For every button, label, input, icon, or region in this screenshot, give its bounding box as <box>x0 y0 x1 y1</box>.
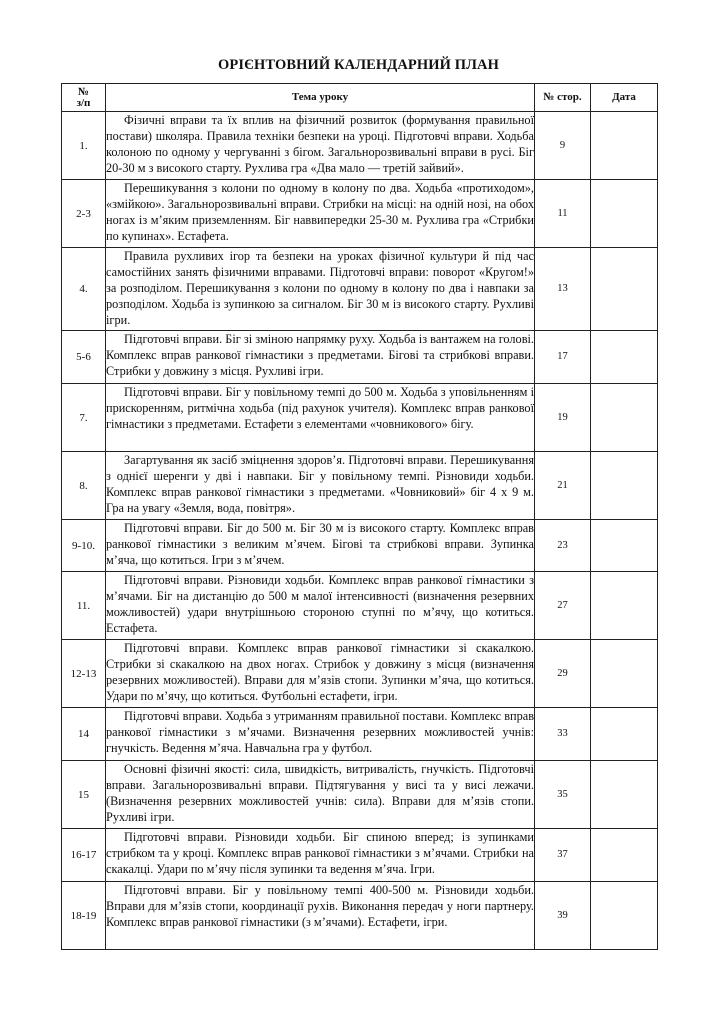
row-topic-text: Правила рухливих ігор та безпеки на уроках фізичної культури й під час самостійних занять фізичними вправами. Підготовчі вправи: поворот «Кругом!» за розподілом. Перешикування з колони по одному в колону по два і навпаки за розподілом. Ходьба із зупинкою за сигналом. Біг 30 м із високого старту. Рухливі ігри. <box>106 249 534 327</box>
row-topic <box>106 248 535 331</box>
row-topic-text: Загартування як засіб зміцнення здоров’я. Підготовчі вправи. Перешикування з однієї шеренги у дві і навпаки. Біг у повільному темпі. Різновиди ходьби. Комплекс вправ ранкової гімнастики з предметами. «Човниковий» біг 4 х 9 м. Гра на увагу «Земля, вода, повітря». <box>106 453 534 515</box>
row-number: 2-3 <box>62 180 106 248</box>
row-number: 1. <box>62 112 106 180</box>
row-number: 18-19 <box>62 882 106 950</box>
table-row <box>62 384 658 452</box>
header-page: № стор. <box>535 84 591 112</box>
table-header-row <box>62 84 658 112</box>
row-date <box>591 572 658 640</box>
row-date <box>591 331 658 384</box>
row-page: 9 <box>535 112 591 180</box>
row-date <box>591 882 658 950</box>
row-date <box>591 248 658 331</box>
row-date <box>591 520 658 572</box>
row-date <box>591 761 658 829</box>
row-page: 23 <box>535 520 591 572</box>
row-topic <box>106 452 535 520</box>
row-date <box>591 452 658 520</box>
row-number: 5-6 <box>62 331 106 384</box>
calendar-plan-table <box>61 83 658 950</box>
row-number: 7. <box>62 384 106 452</box>
table-row <box>62 520 658 572</box>
header-date: Дата <box>591 84 658 112</box>
row-page: 21 <box>535 452 591 520</box>
row-page: 35 <box>535 761 591 829</box>
page-title: ОРІЄНТОВНИЙ КАЛЕНДАРНИЙ ПЛАН <box>218 57 499 73</box>
row-number: 16-17 <box>62 829 106 882</box>
row-date <box>591 384 658 452</box>
row-topic-text: Підготовчі вправи. Різновиди ходьби. Біг спиною вперед; із зупинками стрибком та у кроці. Комплекс вправ ранкової гімнастики з м’ячами. Стрибки на скакалці. Удари по м’ячу після зупинки та ведення м’яча. Ігри. <box>106 830 534 876</box>
table-row <box>62 708 658 761</box>
row-page: 27 <box>535 572 591 640</box>
row-page: 19 <box>535 384 591 452</box>
row-date <box>591 180 658 248</box>
row-number: 11. <box>62 572 106 640</box>
header-number-symbol: № <box>77 85 90 98</box>
row-topic <box>106 761 535 829</box>
row-date <box>591 112 658 180</box>
row-topic-text: Підготовчі вправи. Комплекс вправ ранкової гімнастики зі скакалкою. Стрибки зі скакалкою на двох ногах. Стрибок у довжину з місця (визначення резервних можливостей). Вправи для м’язів стопи. Зупинки м’яча, що котиться. Удари по м’ячу, що котиться. Футбольні естафети, ігри. <box>106 641 534 703</box>
row-topic <box>106 882 535 950</box>
table-row <box>62 180 658 248</box>
table-row <box>62 331 658 384</box>
row-topic <box>106 180 535 248</box>
table-row <box>62 248 658 331</box>
row-topic-text: Перешикування з колони по одному в колону по два. Ходьба «протиходом», «змійкою». Загальнорозвивальні вправи. Стрибки на місці: на одній нозі, на обох ногах із м’яким приземленням. Біг наввипередки 25-30 м. Рухлива гра «Стрибки по купинах». Естафета. <box>106 181 534 243</box>
table-row <box>62 452 658 520</box>
row-number: 14 <box>62 708 106 761</box>
row-topic <box>106 112 535 180</box>
row-page: 37 <box>535 829 591 882</box>
row-topic-text: Підготовчі вправи. Біг до 500 м. Біг 30 м із високого старту. Комплекс вправ ранкової гімнастики з великим м’ячем. Бігові та стрибкові вправи. Зупинка м’яча, що котиться. Ігри з м’ячем. <box>106 521 534 567</box>
row-topic-text: Підготовчі вправи. Різновиди ходьби. Комплекс вправ ранкової гімнастики з м’ячами. Біг на дистанцію до 500 м малої інтенсивності (визначення резервних можливостей) удари внутрішньою стороною ступні по м’ячу, що котиться. Естафета. <box>106 573 534 635</box>
row-number: 12-13 <box>62 640 106 708</box>
row-topic-text: Фізичні вправи та їх вплив на фізичний розвиток (формування правильної постави) школяра. Правила техніки безпеки на уроці. Підготовчі вправи. Ходьба колоною по одному у чергуванні з бігом. Загальнорозвивальні вправи в русі. Біг 20-30 м з високого старту. Рухлива гра «Два мало — третій зайвий». <box>106 113 534 175</box>
table-row <box>62 882 658 950</box>
row-topic-text: Підготовчі вправи. Біг у повільному темпі 400-500 м. Різновиди ходьби. Вправи для м’язів стопи, координації рухів. Виконання передач у ноги партнеру. Комплекс вправ ранкової гімнастики (з м’ячами). Естафети, ігри. <box>106 883 534 929</box>
row-number: 15 <box>62 761 106 829</box>
row-topic <box>106 384 535 452</box>
row-date <box>591 708 658 761</box>
row-page: 13 <box>535 248 591 331</box>
row-topic <box>106 640 535 708</box>
row-number: 4. <box>62 248 106 331</box>
row-page: 29 <box>535 640 591 708</box>
header-number-abbr: з/п <box>76 96 91 109</box>
row-number: 8. <box>62 452 106 520</box>
row-page: 11 <box>535 180 591 248</box>
row-page: 39 <box>535 882 591 950</box>
row-date <box>591 829 658 882</box>
table-row <box>62 640 658 708</box>
row-page: 33 <box>535 708 591 761</box>
header-number <box>62 84 106 112</box>
row-topic-text: Підготовчі вправи. Біг у повільному темпі до 500 м. Ходьба з уповільненням і прискоренням, ритмічна ходьба (під рахунок учителя). Комплекс вправ ранкової гімнастики з предметами. Естафети з елементами «човникового» бігу. <box>106 385 534 431</box>
row-topic-text: Основні фізичні якості: сила, швидкість, витривалість, гнучкість. Підготовчі вправи. Загальнорозвивальні вправи. Підтягування у висі та у висі лежачи. (Визначення резервних можливостей учнів: сила). Вправи для м’язів стопи. Рухливі ігри. <box>106 762 534 824</box>
row-number: 9-10. <box>62 520 106 572</box>
row-page: 17 <box>535 331 591 384</box>
row-date <box>591 640 658 708</box>
row-topic <box>106 572 535 640</box>
table-row <box>62 829 658 882</box>
row-topic <box>106 520 535 572</box>
row-topic-text: Підготовчі вправи. Ходьба з утриманням правильної постави. Комплекс вправ ранкової гімнастики з м’ячами. Визначення резервних можливостей учнів: гнучкість. Ведення м’яча. Навчальна гра у футбол. <box>106 709 534 755</box>
row-topic <box>106 708 535 761</box>
table-row <box>62 761 658 829</box>
row-topic <box>106 829 535 882</box>
table-row <box>62 572 658 640</box>
header-topic: Тема уроку <box>106 84 535 112</box>
table-row <box>62 112 658 180</box>
row-topic <box>106 331 535 384</box>
row-topic-text: Підготовчі вправи. Біг зі зміною напрямку руху. Ходьба із вантажем на голові. Комплекс вправ ранкової гімнастики з предметами. Бігові та стрибкові вправи. Стрибки у довжину з місця. Рухливі ігри. <box>106 332 534 378</box>
